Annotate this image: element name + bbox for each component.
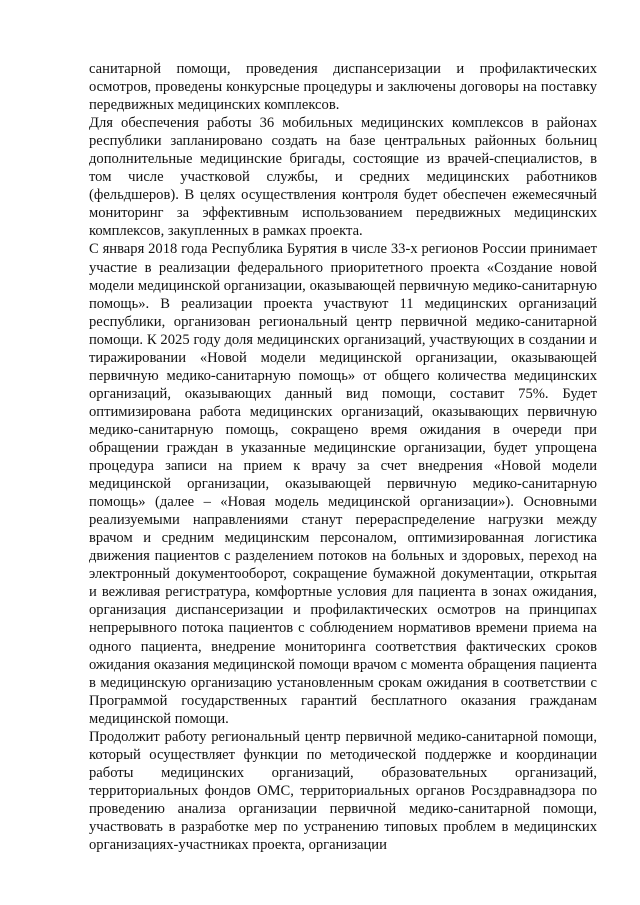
paragraph-regional-center: Продолжит работу региональный центр первичной медико-санитарной помощи, который осуществляет функции по методической поддержке и координации работы медицинских организаций, образовательных организаций, территориальных фондов ОМС, территориальных органов Росздравнадзора по проведению анализа организации первичной медико-санитарной помощи, участвовать в разработке мер по устранению типовых проблем в медицинских организациях-участниках проекта, организации xyxy=(89,728,597,854)
paragraph-new-model-project: С января 2018 года Республика Бурятия в числе 33-х регионов России принимает участие в реализации федерального приоритетного проекта «Создание новой модели медицинской организации, оказывающей первичную медико-санитарную помощь». В реализации проекта участвуют 11 медицинских организаций республики, организован региональный центр первичной медико-санитарной помощи. К 2025 году доля медицинских организаций, участвующих в создании и тиражировании «Новой модели медицинской организации, оказывающей первичную медико-санитарную помощь» от общего количества медицинских организаций, оказывающих данный вид помощи, составит 75%. Будет оптимизирована работа медицинских организаций, оказывающих первичную медико-санитарную помощь, сокращено время ожидания в очереди при обращении граждан в указанные медицинские организации, будет упрощена процедура записи на прием к врачу за счет внедрения «Новой модели медицинской организации, оказывающей первичную медико-санитарную помощь» (далее – «Новая модель медицинской организации»). Основными реализуемыми направлениями станут перераспределение нагрузки между врачом и средним медицинским персоналом, оптимизированная логистика движения пациентов с разделением потоков на больных и здоровых, переход на электронный документооборот, сокращение бумажной документации, открытая и вежливая регистратура, комфортные условия для пациента в зонах ожидания, организация диспансеризации и профилактических осмотров на принципах непрерывного потока пациентов с соблюдением нормативов времени приема на одного пациента, внедрение мониторинга соответствия фактических сроков ожидания оказания медицинской помощи врачом с момента обращения пациента в медицинскую организацию установленным срокам ожидания в соответствии с Программой государственных гарантий бесплатного оказания гражданам медицинской помощи. xyxy=(89,241,597,727)
paragraph-medical-brigades: Для обеспечения работы 36 мобильных медицинских комплексов в районах республики запланировано создать на базе центральных районных больниц дополнительные медицинские бригады, состоящие из врачей-специалистов, в том числе участковой службы, и средних медицинских работников (фельдшеров). В целях осуществления контроля будет обеспечен ежемесячный мониторинг за эффективным использованием передвижных медицинских комплексов, закупленных в рамках проекта. xyxy=(89,115,597,240)
document-page xyxy=(89,60,597,854)
paragraph-mobile-complexes-procurement: санитарной помощи, проведения диспансеризации и профилактических осмотров, проведены конкурсные процедуры и заключены договоры на поставку передвижных медицинских комплексов. xyxy=(89,61,597,114)
